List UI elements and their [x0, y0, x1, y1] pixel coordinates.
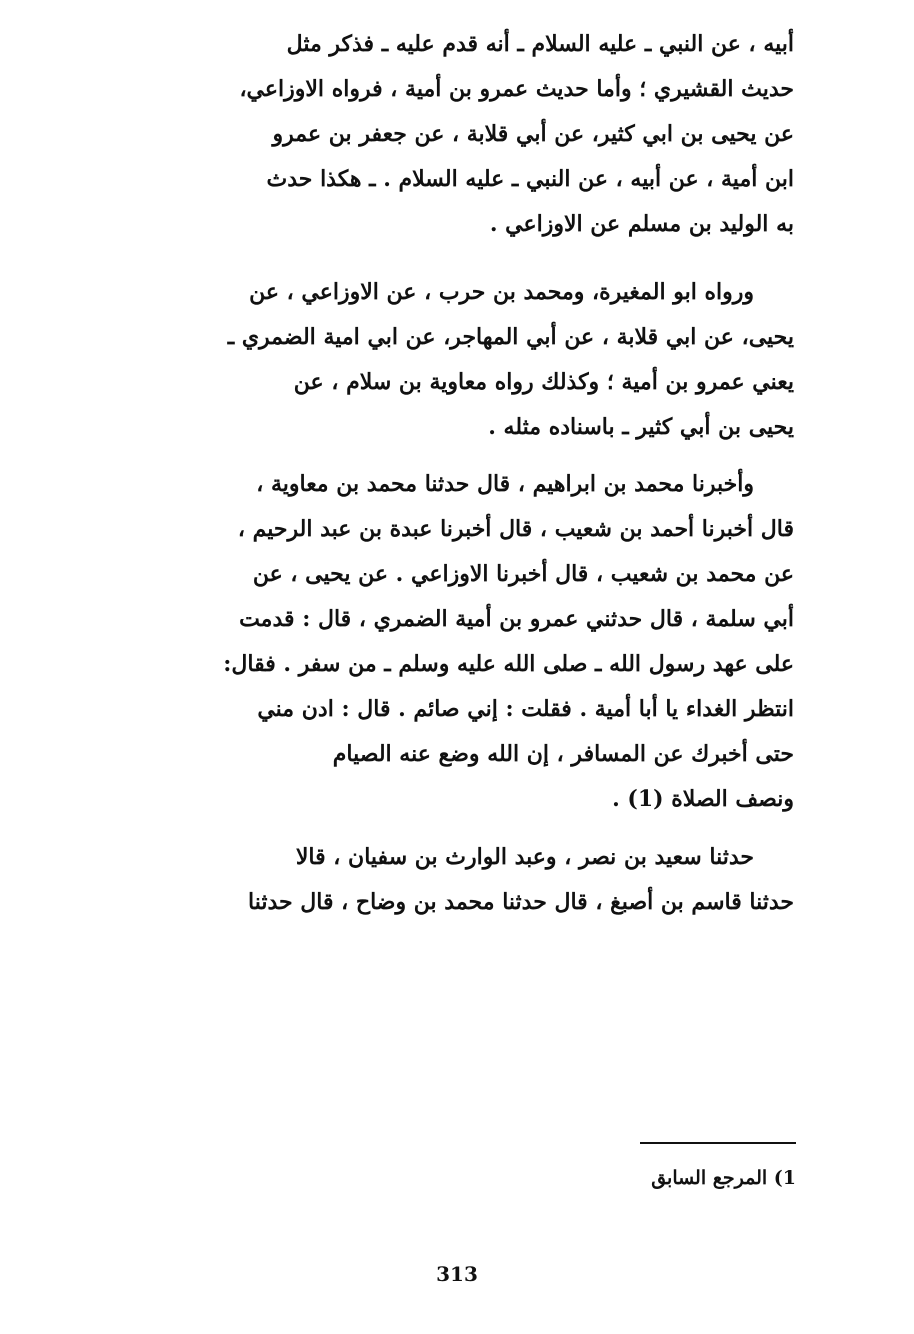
paragraph-line: يحيى، عن ابي قلابة ، عن أبي المهاجر، عن ابي امية الضمري ـ	[227, 324, 794, 350]
paragraph-4	[160, 835, 794, 925]
paragraph-line: عن محمد بن شعيب ، قال أخبرنا الاوزاعي . عن يحيى ، عن	[252, 561, 794, 587]
paragraph-line: انتظر الغداء يا أبا أمية . فقلت : إني صائم . قال : ادن مني	[257, 696, 794, 722]
paragraph-line: حديث القشيري ؛ وأما حديث عمرو بن أمية ، فرواه الاوزاعي،	[239, 76, 794, 102]
paragraph-line: أبيه ، عن النبي ـ عليه السلام ـ أنه قدم عليه ـ فذكر مثل	[286, 31, 794, 57]
footnote-marker: 1)	[773, 1167, 796, 1189]
paragraph-1	[160, 22, 794, 247]
paragraph-line: يحيى بن أبي كثير ـ باسناده مثله .	[488, 414, 794, 440]
paragraph-line: حدثنا سعيد بن نصر ، وعبد الوارث بن سفيان ، قالا	[295, 844, 754, 870]
footnote-divider	[640, 1142, 796, 1144]
paragraph-line: يعني عمرو بن أمية ؛ وكذلك رواه معاوية بن سلام ، عن	[293, 369, 794, 395]
footnote-text: المرجع السابق	[651, 1167, 768, 1189]
paragraph-line: ونصف الصلاة (1) .	[612, 786, 794, 812]
page-number: 313	[436, 1262, 478, 1286]
paragraph-2	[160, 270, 794, 450]
paragraph-line: قال أخبرنا أحمد بن شعيب ، قال أخبرنا عبدة بن عبد الرحيم ،	[237, 516, 794, 542]
paragraph-line: حتى أخبرك عن المسافر ، إن الله وضع عنه الصيام	[332, 741, 794, 767]
paragraph-line: عن يحيى بن ابي كثير، عن أبي قلابة ، عن جعفر بن عمرو	[272, 121, 794, 147]
paragraph-line: وأخبرنا محمد بن ابراهيم ، قال حدثنا محمد بن معاوية ،	[256, 471, 754, 497]
paragraph-3	[160, 462, 794, 822]
paragraph-line: به الوليد بن مسلم عن الاوزاعي .	[489, 211, 794, 237]
paragraph-line: ورواه ابو المغيرة، ومحمد بن حرب ، عن الاوزاعي ، عن	[249, 279, 754, 305]
paragraph-line: ابن أمية ، عن أبيه ، عن النبي ـ عليه السلام . ـ هكذا حدث	[266, 166, 794, 192]
paragraph-line: على عهد رسول الله ـ صلى الله عليه وسلم ـ من سفر . فقال:	[223, 651, 794, 677]
paragraph-line: أبي سلمة ، قال حدثني عمرو بن أمية الضمري ، قال : قدمت	[239, 606, 794, 632]
paragraph-line: حدثنا قاسم بن أصبغ ، قال حدثنا محمد بن وضاح ، قال حدثنا	[248, 889, 794, 915]
footnote	[560, 1163, 796, 1193]
